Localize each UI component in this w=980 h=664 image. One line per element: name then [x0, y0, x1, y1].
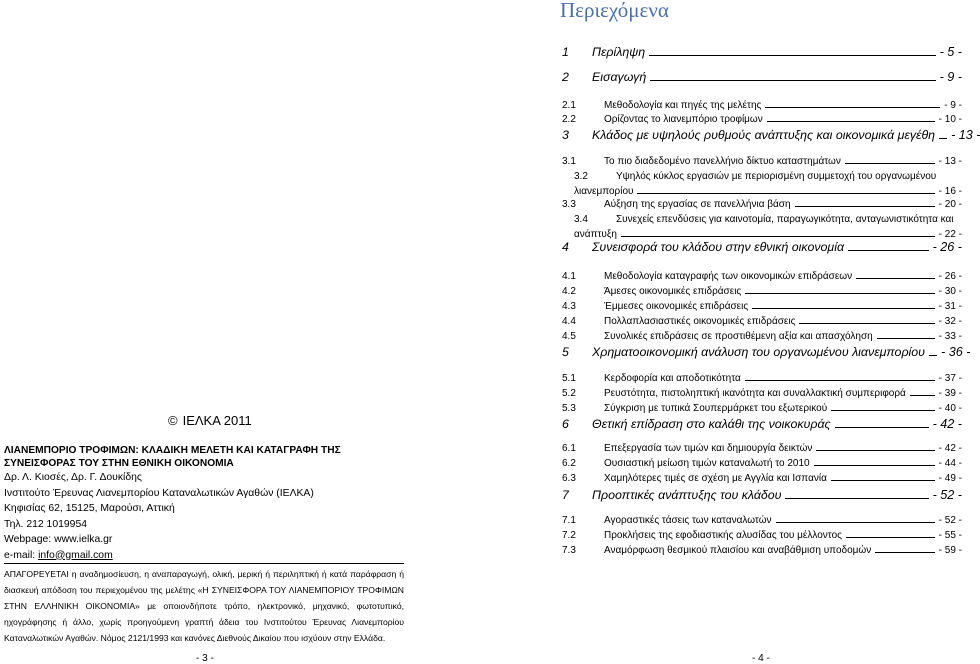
toc-leader	[767, 121, 935, 122]
toc-entry-label-cont: ανάπτυξη	[574, 229, 617, 240]
toc-entry-number: 2.1	[562, 100, 576, 111]
address: Κηφισίας 62, 15125, Μαρούσι, Αττική	[4, 503, 175, 514]
toc-leader	[776, 522, 935, 523]
toc-entry-page: - 26 -	[938, 271, 962, 282]
toc-entry-page: - 9 -	[944, 100, 962, 111]
toc-entry[interactable]	[562, 512, 962, 526]
toc-entry-number: 5.2	[562, 388, 576, 399]
toc-entry-number: 1	[562, 45, 569, 59]
toc-entry[interactable]	[562, 370, 962, 384]
toc-entry[interactable]	[574, 226, 962, 240]
toc-entry-label: Πολλαπλασιαστικές οικονομικές επιδράσεις	[604, 316, 796, 327]
toc-chapter[interactable]	[562, 417, 962, 431]
toc-entry[interactable]	[562, 111, 962, 125]
toc-entry-page: - 10 -	[938, 114, 962, 125]
toc-entry[interactable]	[562, 328, 962, 342]
toc-entry-label: Χρηματοοικονομική ανάλυση του οργανωμένου λιανεμπορίου	[592, 345, 925, 359]
toc-entry[interactable]	[574, 183, 962, 197]
toc-entry-number: 7.3	[562, 545, 576, 556]
toc-leader	[929, 355, 937, 356]
toc-leader	[649, 55, 935, 56]
toc-entry[interactable]	[562, 313, 962, 327]
email-line	[4, 548, 404, 564]
toc-entry-label: Υψηλός κύκλος εργασιών με περιορισμένη συμμετοχή του οργανωμένου	[616, 171, 937, 182]
toc-entry-page: - 16 -	[938, 186, 962, 197]
toc-leader	[745, 293, 934, 294]
toc-entry[interactable]	[562, 542, 962, 556]
toc-entry-wrap[interactable]	[574, 168, 936, 182]
toc-entry-number: 4.2	[562, 286, 576, 297]
toc-entry-label: Επεξεργασία των τιμών και δημιουργία δεικτών	[604, 443, 813, 454]
copyright-notice	[168, 413, 252, 428]
toc-leader	[877, 338, 935, 339]
toc-entry-page: - 40 -	[938, 403, 962, 414]
report-title: ΛΙΑΝΕΜΠΟΡΙΟ ΤΡΟΦΙΜΩΝ: ΚΛΑΔΙΚΗ ΜΕΛΕΤΗ ΚΑΙ ΚΑΤΑΓΡΑΦΗ ΤΗΣ ΣΥΝΕΙΣΦΟΡΑΣ ΤΟΥ ΣΤΗΝ ΕΘΝΙΚΗ ΟΙΚΟΝΟΜΙΑ	[4, 445, 341, 469]
toc-entry-page: - 13 -	[938, 156, 962, 167]
toc-entry-page: - 33 -	[938, 331, 962, 342]
toc-heading: Περιεχόμενα	[560, 0, 669, 22]
toc-entry-number: 4	[562, 240, 569, 254]
toc-entry-page: - 52 -	[932, 488, 962, 502]
page-number: - 3 -	[196, 653, 214, 664]
toc-entry[interactable]	[562, 470, 962, 484]
toc-entry-label: Άμεσες οικονομικές επιδράσεις	[604, 286, 742, 297]
toc-entry-label: Το πιο διαδεδομένο πανελλήνιο δίκτυο καταστημάτων	[604, 156, 841, 167]
copyright-icon: ©	[168, 413, 178, 428]
toc-entry-page: - 55 -	[938, 530, 962, 541]
toc-leader	[795, 206, 935, 207]
toc-chapter[interactable]	[562, 345, 971, 359]
toc-entry-label: Προκλήσεις της εφοδιαστικής αλυσίδας του μέλλοντος	[604, 530, 842, 541]
toc-entry-number: 6.1	[562, 443, 576, 454]
toc-entry-label: Χαμηλότερες τιμές σε σχέση με Αγγλία και Ισπανία	[604, 473, 827, 484]
toc-entry-label: Έμμεσες οικονομικές επιδράσεις	[604, 301, 749, 312]
toc-leader	[650, 80, 935, 81]
toc-entry[interactable]	[562, 455, 962, 469]
toc-entry-number: 3.3	[562, 199, 576, 210]
toc-entry-label: Συνεχείς επενδύσεις για καινοτομία, παραγωγικότητα, ανταγωνιστικότητα και	[616, 214, 954, 225]
toc-entry-label-cont: λιανεμπορίου	[574, 186, 634, 197]
toc-entry[interactable]	[562, 440, 962, 454]
toc-entry-page: - 5 -	[939, 45, 962, 59]
toc-entry-label: Ουσιαστική μείωση τιμών καταναλωτή το 2010	[604, 458, 810, 469]
toc-entry[interactable]	[562, 153, 962, 167]
webpage: Webpage: www.ielka.gr	[4, 534, 113, 545]
toc-entry-page: - 42 -	[932, 417, 962, 431]
toc-entry-page: - 9 -	[939, 70, 962, 84]
toc-leader	[845, 163, 935, 164]
toc-entry-label: Μεθοδολογία και πηγές της μελέτης	[604, 100, 762, 111]
publication-info	[4, 445, 404, 563]
toc-leader	[835, 427, 929, 428]
toc-entry-page: - 49 -	[938, 473, 962, 484]
toc-leader	[816, 450, 934, 451]
toc-entry-label: Εισαγωγή	[592, 70, 647, 84]
divider	[4, 563, 404, 564]
toc-chapter[interactable]	[562, 45, 962, 59]
toc-entry[interactable]	[562, 385, 962, 399]
toc-entry[interactable]	[562, 268, 962, 282]
toc-entry-page: - 30 -	[938, 286, 962, 297]
toc-entry[interactable]	[562, 400, 962, 414]
toc-leader	[875, 552, 934, 553]
toc-entry-page: - 39 -	[938, 388, 962, 399]
toc-entry-label: Συνολικές επιδράσεις σε προστιθέμενη αξία και απασχόληση	[604, 331, 873, 342]
toc-entry-label: Προοπτικές ανάπτυξης του κλάδου	[592, 488, 782, 502]
toc-leader	[765, 107, 940, 108]
toc-entry-page: - 59 -	[938, 545, 962, 556]
toc-entry-number: 5	[562, 345, 569, 359]
toc-leader	[621, 236, 935, 237]
toc-entry-page: - 26 -	[932, 240, 962, 254]
legal-notice: ΑΠΑΓΟΡΕΥΕΤΑΙ η αναδημοσίευση, η αναπαραγωγή, ολική, μερική ή περιληπτική ή κατά παράφραση ή διασκευή απόδοση του περιεχομένου της μελέτης «Η ΣΥΝΕΙΣΦΟΡΑ ΤΟΥ ΛΙΑΝΕΜΠΟΡΙΟΥ ΤΡΟΦΙΜΩΝ ΣΤΗΝ ΕΛΛΗΝΙΚΗ ΟΙΚΟΝΟΜΙΑ» με οποιονδήποτε τρόπο, ηλεκτρονικό, μηχανικό, φωτοτυπικό, ηχογράφησης ή άλλο, χωρίς προηγούμενη γραπτή άδεια του Ινστιτούτου Έρευνας Λιανεμπορίου Καταναλωτικών Αγαθών. Νόμος 2121/1993 και κανόνες Διεθνούς Δικαίου που ισχύουν στην Ελλάδα.	[4, 569, 404, 643]
toc-entry-page: - 22 -	[938, 229, 962, 240]
toc-entry-label: Αναμόρφωση θεσμικού πλαισίου και αναβάθμιση υποδομών	[604, 545, 872, 556]
email-link[interactable]: info@gmail.com	[38, 549, 113, 561]
toc-leader	[785, 498, 928, 499]
toc-entry-number: 6.3	[562, 473, 576, 484]
toc-entry-number: 7	[562, 488, 569, 502]
toc-entry-label: Ρευστότητα, πιστοληπτική ικανότητα και συναλλακτική συμπεριφορά	[604, 388, 906, 399]
toc-entry-page: - 44 -	[938, 458, 962, 469]
toc-entry-page: - 32 -	[938, 316, 962, 327]
toc-entry[interactable]	[562, 283, 962, 297]
toc-entry-page: - 52 -	[938, 515, 962, 526]
left-page	[0, 0, 470, 664]
toc-entry-page: - 36 -	[941, 345, 971, 359]
toc-entry-label: Αύξηση της εργασίας σε πανελλήνια βάση	[604, 199, 791, 210]
toc-entry-page: - 20 -	[938, 199, 962, 210]
toc-entry-wrap[interactable]	[574, 211, 954, 225]
toc-entry-number: 4.4	[562, 316, 576, 327]
toc-leader	[814, 465, 935, 466]
toc-entry-number: 6	[562, 417, 569, 431]
toc-leader	[846, 537, 935, 538]
toc-entry-number: 3	[562, 128, 569, 142]
toc-entry-number: 3.1	[562, 156, 576, 167]
right-page	[480, 0, 980, 664]
toc-leader	[831, 410, 934, 411]
toc-leader	[910, 395, 935, 396]
toc-leader	[637, 193, 934, 194]
toc-entry-number: 7.1	[562, 515, 576, 526]
toc-chapter[interactable]	[562, 128, 980, 142]
toc-entry-label: Αγοραστικές τάσεις των καταναλωτών	[604, 515, 772, 526]
toc-entry-label: Συνεισφορά του κλάδου στην εθνική οικονομία	[592, 240, 845, 254]
toc-leader	[799, 323, 934, 324]
toc-entry-number: 2	[562, 70, 569, 84]
toc-entry-label: Σύγκριση με τυπικά Σουπερμάρκετ του εξωτερικού	[604, 403, 828, 414]
toc-entry-number: 2.2	[562, 114, 576, 125]
toc-chapter[interactable]	[562, 70, 962, 84]
toc-entry-number: 6.2	[562, 458, 576, 469]
email-prefix: e-mail:	[4, 549, 39, 561]
toc-entry[interactable]	[562, 298, 962, 312]
toc-entry-page: - 37 -	[938, 373, 962, 384]
authors: Δρ. Λ. Κιοσές, Δρ. Γ. Δουκίδης	[4, 472, 142, 483]
toc-entry[interactable]	[562, 97, 962, 111]
toc-entry-page: - 13 -	[951, 128, 980, 142]
toc-entry-number: 3.4	[574, 214, 588, 225]
toc-entry-label: Μεθοδολογία καταγραφής των οικονομικών επιδράσεων	[604, 271, 853, 282]
toc-entry-page: - 31 -	[938, 301, 962, 312]
toc-entry-number: 3.2	[574, 171, 588, 182]
toc-entry-number: 7.2	[562, 530, 576, 541]
page-number: - 4 -	[752, 653, 770, 664]
toc-entry-number: 4.1	[562, 271, 576, 282]
toc-leader	[752, 308, 934, 309]
toc-leader	[856, 278, 935, 279]
toc-entry-number: 5.1	[562, 373, 576, 384]
institute: Ινστιτούτο Έρευνας Λιανεμπορίου Καταναλωτικών Αγαθών (ΙΕΛΚΑ)	[4, 487, 314, 499]
toc-entry-label: Ορίζοντας το λιανεμπόριο τροφίμων	[604, 114, 763, 125]
toc-chapter[interactable]	[562, 240, 962, 254]
toc-chapter[interactable]	[562, 488, 962, 502]
toc-entry-number: 4.5	[562, 331, 576, 342]
phone: Τηλ. 212 1019954	[4, 518, 88, 530]
toc-entry[interactable]	[562, 527, 962, 541]
toc-entry-label: Θετική επίδραση στο καλάθι της νοικοκυράς	[592, 417, 831, 431]
toc-entry-number: 4.3	[562, 301, 576, 312]
copyright-text: ΙΕΛΚΑ 2011	[182, 413, 252, 428]
toc-leader	[831, 480, 935, 481]
toc-entry-label: Κλάδος με υψηλούς ρυθμούς ανάπτυξης και οικονομικά μεγέθη	[592, 128, 936, 142]
toc-leader	[939, 138, 947, 139]
toc-entry-number: 5.3	[562, 403, 576, 414]
toc-entry-label: Περίληψη	[592, 45, 646, 59]
toc-leader	[745, 380, 935, 381]
toc-entry[interactable]	[562, 196, 962, 210]
toc-leader	[848, 250, 929, 251]
toc-entry-page: - 42 -	[938, 443, 962, 454]
toc-entry-label: Κερδοφορία και αποδοτικότητα	[604, 373, 741, 384]
